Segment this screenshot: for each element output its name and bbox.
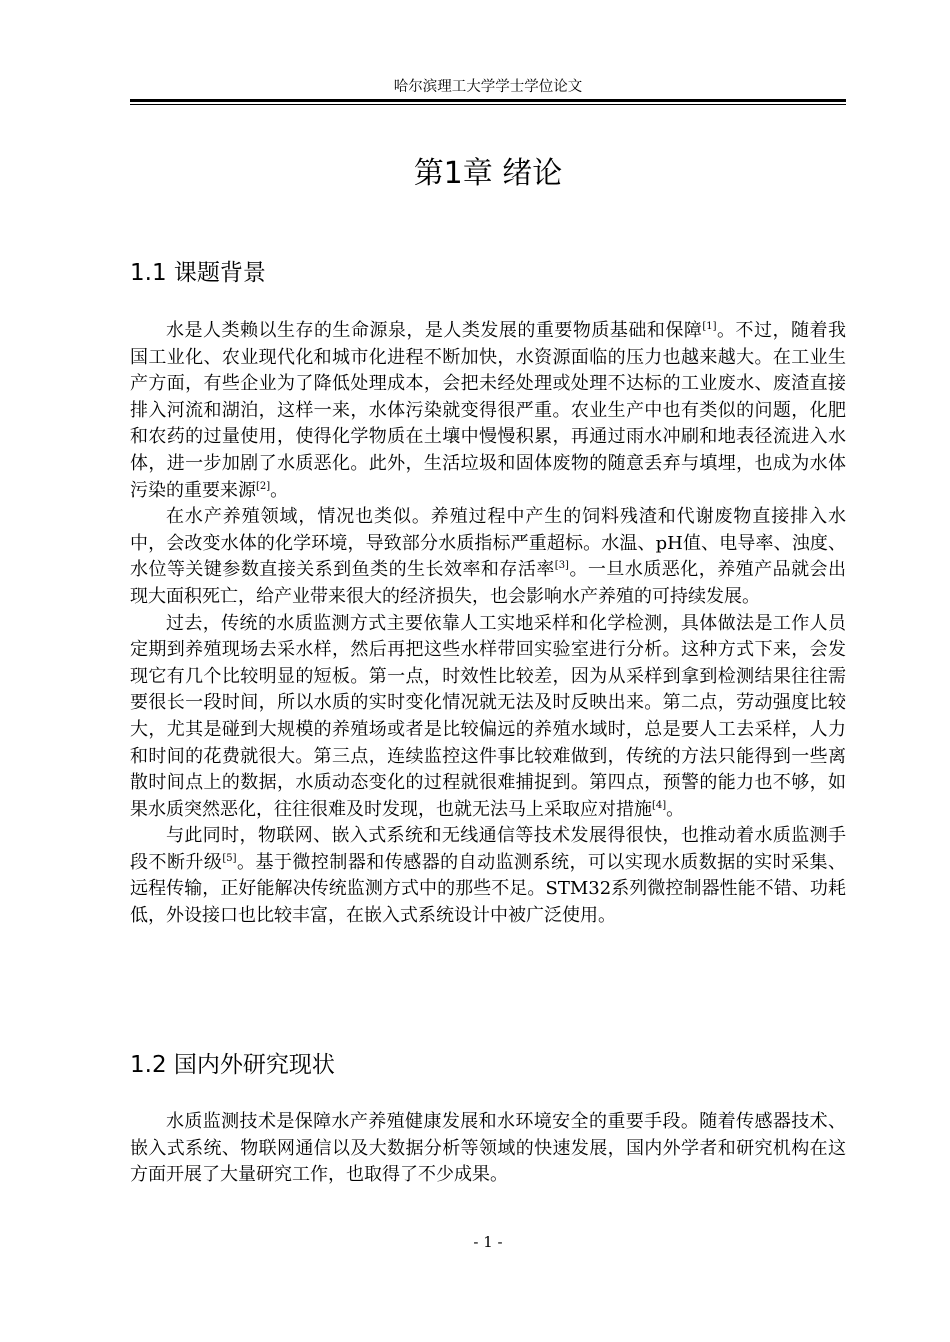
body-paragraph xyxy=(130,823,846,929)
paragraph-text: 水是人类赖以生存的生命源泉，是人类发展的重要物质基础和保障 xyxy=(166,320,703,341)
citation-ref: [5] xyxy=(222,852,237,864)
citation-ref: [4] xyxy=(652,799,667,811)
header-rule-thin xyxy=(130,104,846,105)
running-header: 哈尔滨理工大学学士学位论文 xyxy=(393,79,583,95)
paragraph-text: 。 xyxy=(666,798,685,820)
section-title-1-1: 1.1 课题背景 xyxy=(130,260,266,286)
chapter-title: 第1章 绪论 xyxy=(413,156,563,191)
paragraph-text: 。基于微控制器和传感器的自动监测系统，可以实现水质数据的实时采集、远程传输，正好能解决传统监测方式中的那些不足。STM32系列微控制器性能不错、功耗低，外设接口也比较丰富，在嵌入式系统设计中被广泛使用。 xyxy=(130,851,847,927)
section-title-1-2: 1.2 国内外研究现状 xyxy=(130,1052,335,1078)
paragraph-text: 。 xyxy=(270,479,289,501)
paragraph-text: 。不过，随着我国工业化、农业现代化和城市化进程不断加快，水资源面临的压力也越来越大。在工业生产方面，有些企业为了降低处理成本，会把未经处理或处理不达标的工业废水、废渣直接排入河流和湖泊，这样一来，水体污染就变得很严重。农业生产中也有类似的问题，化肥和农药的过量使用，使得化学物质在土壤中慢慢积累，再通过雨水冲刷和地表径流进入水体，进一步加剧了水质恶化。此外，生活垃圾和固体废物的随意丢弃与填埋，也成为水体污染的重要来源 xyxy=(130,320,846,501)
paragraph-text: 水质监测技术是保障水产养殖健康发展和水环境安全的重要手段。随着传感器技术、嵌入式系统、物联网通信以及大数据分析等领域的快速发展，国内外学者和研究机构在这方面开展了大量研究工作，也取得了不少成果。 xyxy=(130,1111,846,1186)
citation-ref: [3] xyxy=(554,560,569,572)
body-paragraph xyxy=(130,318,846,504)
paragraph-text: 。一旦水质恶化，养殖产品就会出现大面积死亡，给产业带来很大的经济损失，也会影响水产养殖的可持续发展。 xyxy=(130,559,847,607)
body-paragraph xyxy=(130,611,846,824)
paragraph-text: 在水产养殖领域，情况也类似。养殖过程中产生的饲料残渣和代谢废物直接排入水中，会改变水体的化学环境，导致部分水质指标严重超标。水温、pH值、电导率、浊度、水位等关键参数直接关系到鱼类的生长效率和存活率 xyxy=(130,506,846,581)
paragraph-text: 与此同时，物联网、嵌入式系统和无线通信等技术发展得很快，也推动着水质监测手段不断升级 xyxy=(130,825,846,873)
header-rule-thick xyxy=(130,99,846,102)
section-body-1-1 xyxy=(130,318,846,930)
citation-ref: [2] xyxy=(256,480,271,492)
body-paragraph xyxy=(130,504,846,610)
body-paragraph xyxy=(130,1109,846,1189)
citation-ref: [1] xyxy=(702,321,717,332)
paragraph-text: 过去，传统的水质监测方式主要依靠人工实地采样和化学检测，具体做法是工作人员定期到养殖现场去采水样，然后再把这些水样带回实验室进行分析。这种方式下来，会发现它有几个比较明显的短板。第一点，时效性比较差，因为从采样到拿到检测结果往往需要很长一段时间，所以水质的实时变化情况就无法及时反映出来。第二点，劳动强度比较大，尤其是碰到大规模的养殖场或者是比较偏远的养殖水域时，总是要人工去采样，人力和时间的花费就很大。第三点，连续监控这件事比较难做到，传统的方法只能得到一些离散时间点上的数据，水质动态变化的过程就很难捕捉到。第四点，预警的能力也不够，如果水质突然恶化，往往很难及时发现，也就无法马上采取应对措施 xyxy=(130,612,846,820)
section-body-1-2 xyxy=(130,1109,846,1189)
page-number: - 1 - xyxy=(473,1233,503,1251)
